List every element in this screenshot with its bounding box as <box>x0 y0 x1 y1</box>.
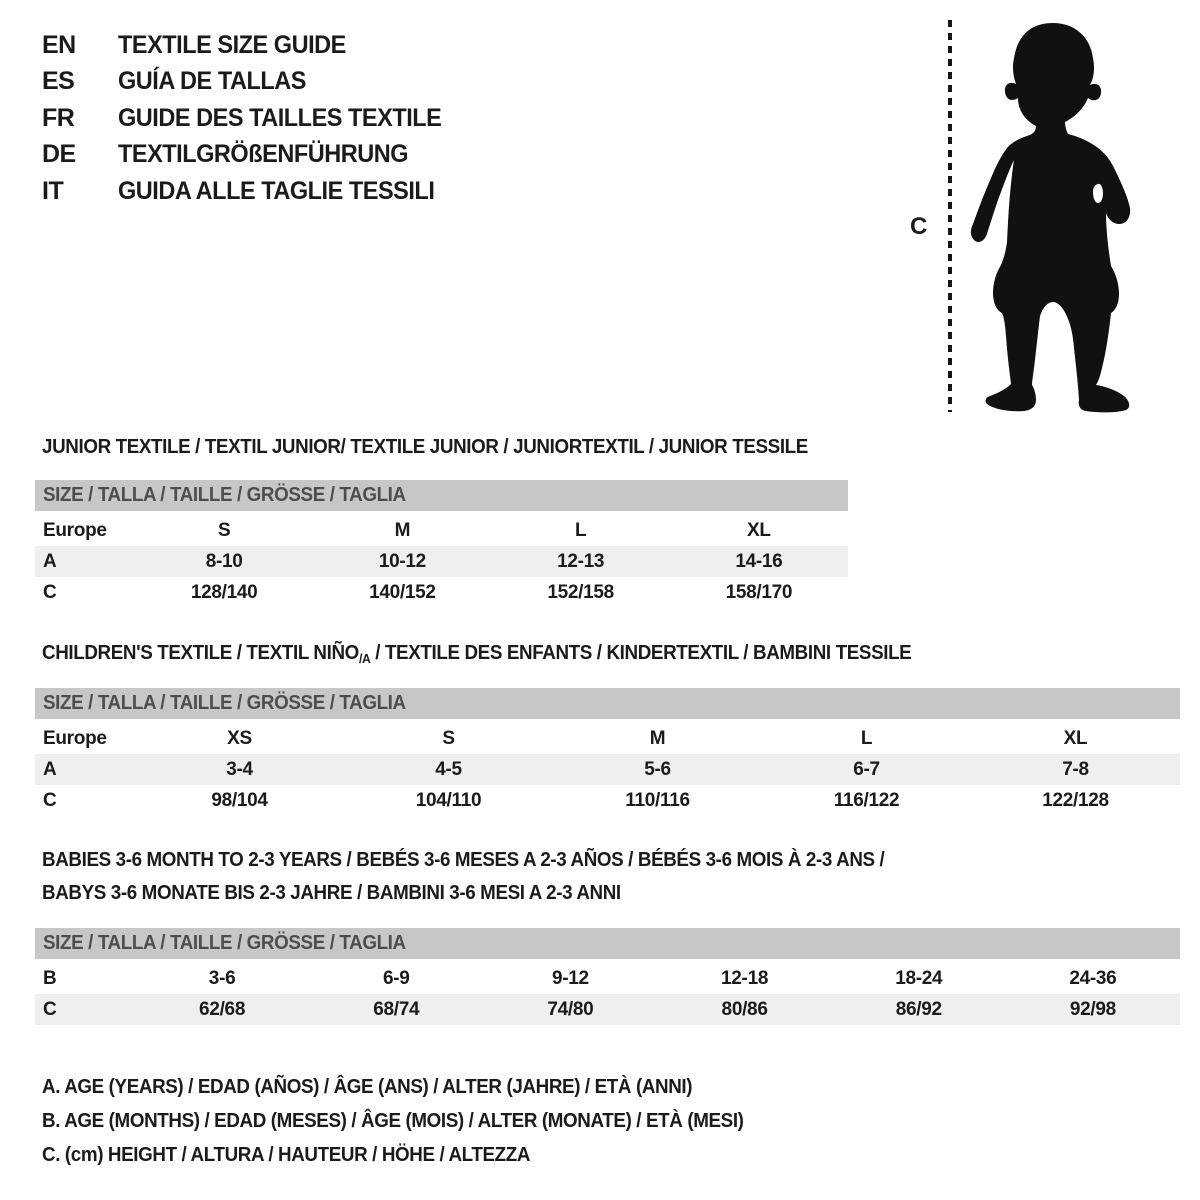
value-cell: 3-4 <box>226 758 253 780</box>
value-cell: 80/86 <box>721 998 768 1020</box>
row-label-cell: C <box>43 998 57 1020</box>
value-cell: 4-5 <box>435 758 462 780</box>
value-cell: 62/68 <box>199 998 246 1020</box>
language-title: GUÍA DE TALLAS <box>118 67 306 96</box>
value-cell: XL <box>747 519 771 541</box>
value-cell: 104/110 <box>415 789 482 811</box>
table-row <box>35 785 1180 816</box>
value-cell: 86/92 <box>895 998 942 1020</box>
section-title-children: CHILDREN'S TEXTILE / TEXTIL $NIÑO_{/A}$ / TEXTILE DES ENFANTS / KINDERTEXTIL / BAMBINI TESSILE <box>42 642 912 666</box>
table-row <box>35 994 1180 1025</box>
value-cell: 152/158 <box>547 581 614 603</box>
table-row <box>35 515 848 546</box>
value-cell: 74/80 <box>547 998 594 1020</box>
value-cell: 10-12 <box>378 550 426 572</box>
language-row <box>42 64 462 101</box>
language-title: TEXTILE SIZE GUIDE <box>118 30 346 59</box>
value-cell: 3-6 <box>208 967 236 989</box>
table-row <box>35 577 848 608</box>
value-cell: 158/170 <box>725 581 793 603</box>
row-label-cell: C <box>43 581 57 603</box>
section-title-babies-line1: BABIES 3-6 MONTH TO 2-3 YEARS / BEBÉS 3-6 MESES A 2-3 AÑOS / BÉBÉS 3-6 MOIS À 2-3 ANS / <box>42 849 885 871</box>
language-code: FR <box>42 103 75 132</box>
value-cell: XS <box>227 727 252 749</box>
value-cell: L <box>860 727 873 749</box>
value-cell: 12-13 <box>557 550 605 572</box>
row-label-cell: C <box>43 789 57 811</box>
language-row <box>42 173 462 210</box>
language-title: GUIDA ALLE TAGLIE TESSILI <box>118 176 435 205</box>
table-row <box>35 546 848 577</box>
value-cell: 6-7 <box>853 758 880 780</box>
language-code: DE <box>42 140 76 169</box>
language-row <box>42 137 462 174</box>
value-cell: 68/74 <box>373 998 420 1020</box>
value-cell: 98/104 <box>211 789 268 811</box>
value-cell: 24-36 <box>1069 967 1117 989</box>
children-size-table <box>35 688 1180 816</box>
value-cell: M <box>394 519 411 541</box>
row-label-cell: A <box>43 550 57 572</box>
table-row <box>35 754 1180 785</box>
language-list <box>42 27 462 210</box>
height-measure-line <box>948 20 952 412</box>
value-cell: 116/122 <box>833 789 900 811</box>
table-row <box>35 723 1180 754</box>
value-cell: 18-24 <box>895 967 943 989</box>
table-row <box>35 963 1180 994</box>
value-cell: 128/140 <box>190 581 258 603</box>
footnotes <box>42 1070 788 1172</box>
value-cell: 122/128 <box>1042 789 1109 811</box>
language-row <box>42 27 462 64</box>
babies-size-table <box>35 928 1180 1025</box>
size-header-bar: SIZE / TALLA / TAILLE / GRÖSSE / TAGLIA <box>35 928 1180 959</box>
language-code: IT <box>42 176 64 205</box>
section-title-babies-line2: BABYS 3-6 MONATE BIS 2-3 JAHRE / BAMBINI 3-6 MESI A 2-3 ANNI <box>42 882 621 904</box>
value-cell: 8-10 <box>205 550 243 572</box>
footnote-line-b: B. AGE (MONTHS) / EDAD (MESES) / ÂGE (MOIS) / ALTER (MONATE) / ETÀ (MESI) <box>42 1109 744 1132</box>
footnote-line-c: C. (cm) HEIGHT / ALTURA / HAUTEUR / HÖHE / ALTEZZA <box>42 1143 531 1166</box>
value-cell: XL <box>1063 727 1088 749</box>
size-header-bar: SIZE / TALLA / TAILLE / GRÖSSE / TAGLIA <box>35 480 848 511</box>
value-cell: 9-12 <box>552 967 589 989</box>
junior-size-table <box>35 480 848 608</box>
value-cell: S <box>217 519 231 541</box>
language-row <box>42 100 462 137</box>
row-label-cell: Europe <box>43 519 107 541</box>
value-cell: 14-16 <box>735 550 783 572</box>
language-title: TEXTILGRÖßENFÜHRUNG <box>118 140 409 169</box>
language-code: ES <box>42 67 75 96</box>
row-label-cell: A <box>43 758 57 780</box>
value-cell: 140/152 <box>369 581 436 603</box>
height-measure-label: C <box>910 213 928 240</box>
value-cell: 12-18 <box>721 967 769 989</box>
value-cell: 6-9 <box>382 967 410 989</box>
section-title-junior: JUNIOR TEXTILE / TEXTIL JUNIOR/ TEXTILE JUNIOR / JUNIORTEXTIL / JUNIOR TESSILE <box>42 436 808 458</box>
row-label-cell: Europe <box>43 727 107 749</box>
value-cell: S <box>442 727 455 749</box>
language-title: GUIDE DES TAILLES TEXTILE <box>118 103 442 132</box>
value-cell: 110/116 <box>625 789 690 811</box>
row-label-cell: B <box>43 967 57 989</box>
footnote-line-a: A. AGE (YEARS) / EDAD (AÑOS) / ÂGE (ANS) / ALTER (JAHRE) / ETÀ (ANNI) <box>42 1075 693 1098</box>
value-cell: 5-6 <box>644 758 671 780</box>
value-cell: M <box>649 727 666 749</box>
language-code: EN <box>42 30 76 59</box>
size-header-bar: SIZE / TALLA / TAILLE / GRÖSSE / TAGLIA <box>35 688 1180 719</box>
value-cell: 7-8 <box>1062 758 1089 780</box>
baby-silhouette-icon <box>968 22 1134 413</box>
value-cell: L <box>574 519 587 541</box>
value-cell: 92/98 <box>1069 998 1116 1020</box>
